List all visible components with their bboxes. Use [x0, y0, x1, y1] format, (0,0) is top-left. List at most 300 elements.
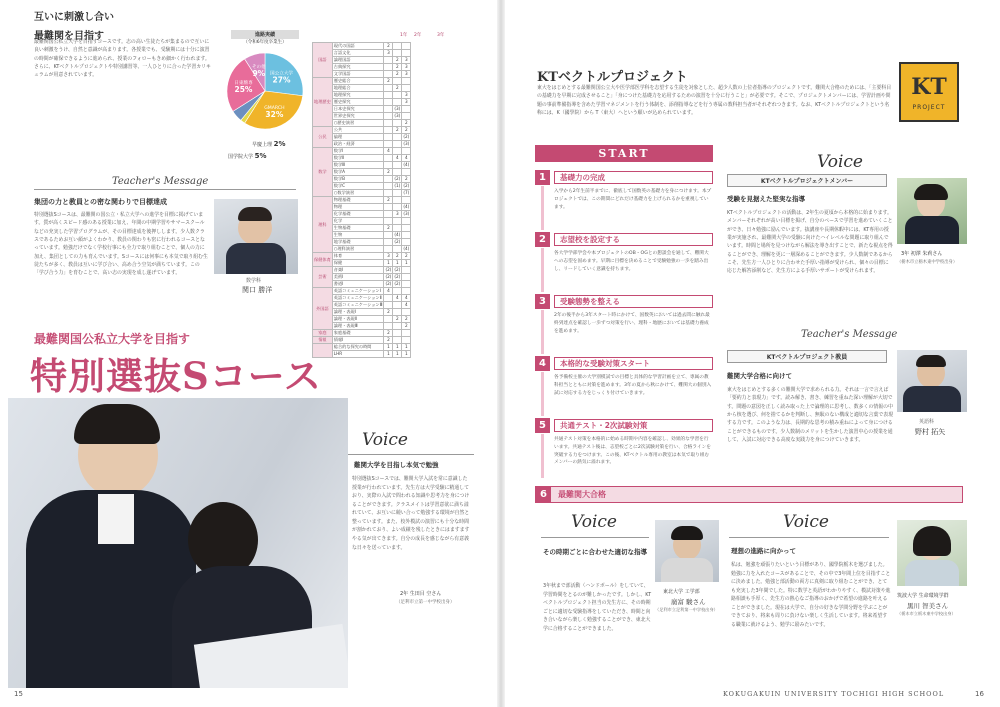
right-teacher-photo: [897, 350, 967, 412]
step-body: 各大学学部学会や本プロジェクトのOB・OGとの懇談会を通して、難関大への志望を固めます。早期に目標を決めることで受験勉強の一歩を踏み出し、リードしていく意識を持ちます。: [554, 251, 709, 272]
right-teacher-tag: Teacher's Message: [801, 329, 898, 340]
step-item: [535, 232, 713, 288]
curriculum-credit: 1: [393, 351, 402, 358]
pie-slice-label: 日東駒専: [234, 81, 253, 87]
curriculum-credit: 4: [393, 295, 402, 302]
curriculum-credit: (2): [403, 183, 410, 188]
header-year1: 1年: [400, 33, 408, 38]
curriculum-credit: [402, 337, 411, 344]
step-connector: [541, 310, 544, 354]
final-step-title: 最難関大合格: [558, 490, 606, 499]
curriculum-credit: [384, 113, 393, 120]
curriculum-credit: 2: [384, 78, 393, 85]
curriculum-credit: [384, 246, 393, 253]
step-connector: [541, 248, 544, 292]
curriculum-credit: [393, 218, 402, 225]
header-year3: 3年: [437, 33, 445, 38]
kt-logo: [899, 62, 959, 122]
kt-logo-text: KT: [911, 74, 947, 100]
curriculum-credit: 2: [393, 127, 402, 134]
curriculum-course-name: 数学C: [332, 183, 384, 190]
curriculum-credit: [393, 323, 402, 330]
curriculum-credit: [393, 120, 402, 127]
curriculum-credit: 3: [384, 253, 393, 260]
curriculum-course-name: LHR: [332, 351, 384, 358]
curriculum-credit: [384, 155, 393, 162]
curriculum-credit: [402, 288, 411, 295]
voice-a-title-text: その時期ごとに合わせた適切な指導: [543, 548, 647, 556]
curriculum-course-name: 家庭基礎: [332, 330, 384, 337]
curriculum-credit: [402, 239, 411, 246]
curriculum-credit: [384, 64, 393, 71]
pie-chart: [222, 48, 308, 134]
heading-line2: 最難関を目指す: [34, 31, 104, 42]
curriculum-course-name: 体育: [332, 253, 384, 260]
voice-a-title: [543, 546, 653, 558]
curriculum-credit: (3): [394, 106, 401, 111]
voice-a-name: 廣富 駿さん: [671, 598, 706, 606]
curriculum-credit: 2: [402, 120, 411, 127]
curriculum-credit: 2: [393, 85, 402, 92]
curriculum-subject: 国語: [313, 43, 333, 78]
curriculum-credit: [393, 50, 402, 57]
curriculum-subject: 芸術: [313, 267, 333, 288]
curriculum-credit: 1: [393, 344, 402, 351]
member-voice-body: KTベクトルプロジェクトの活動は、2年生の夏頃から本格的に始まります。メンバーそれぞれが高い目標を掲げ、自分のペースで学習を進めていくことができ、日々勉強に励んでいます。抜講座や長期休暇中には、KT専用の授業が実施され、最難関大学の受験に向けたハイレベルな問題に取り組んでいます。時間と場所を見つけながら解法を導き出すことで、新たな視点を得ることができ、理解を更に一層深めることができます。少人数制であるからこそ、先生方一人ひとりに合わせた手厚い指導が受けられ、個々の目標に応じた解答添削など、先生方による手厚いサポートが受けられます。: [727, 210, 893, 275]
step-item: [535, 294, 713, 350]
curriculum-course-name: 英語コミュニケーションⅢ: [333, 302, 383, 307]
curriculum-credit: [402, 267, 411, 274]
step-item: [535, 170, 713, 226]
step-body: 2年の後半から3年スタート時にかけて、国数英においては過去問に触れ最終到達点を確認し一歩ずつ対策を行い、理科・地歴においては基礎力養成を進めます。: [554, 313, 710, 334]
curriculum-credit: [384, 141, 393, 148]
curriculum-course-name: 論理・表現Ⅲ: [332, 323, 384, 330]
curriculum-credit: [393, 99, 402, 106]
curriculum-course-name: 数学B: [332, 176, 384, 183]
curriculum-credit: 2: [393, 57, 402, 64]
curriculum-credit: 4: [402, 295, 411, 302]
pie-label-soukei: 早慶上理 2%: [252, 140, 286, 148]
curriculum-row: [313, 337, 411, 344]
curriculum-credit: 1: [384, 260, 393, 267]
curriculum-credit: (3): [403, 211, 410, 216]
curriculum-course-name: 英語コミュニケーションⅡ: [332, 295, 384, 302]
step-body: 共通テスト対策を本格的に始める時期や内容を確認し、効果的な学習を行います。共通テスト後は、志望校ごとに2次試験対策を行い、合格ラインを突破する力をつけます。この後、KTベクトル専用の教室は本気で取り組むメンバーの熱気に溢れます。: [554, 437, 711, 466]
curriculum-credit: [402, 106, 411, 113]
voice-b-school: （栃木市立栃木東中学校出身）: [897, 611, 956, 616]
curriculum-course-name: 情報Ⅰ: [332, 337, 384, 344]
curriculum-credit: [393, 134, 402, 141]
curriculum-credit: 3: [402, 71, 411, 78]
curriculum-subject: 数学: [313, 148, 333, 197]
voice-a-body: 3年秋まで部活動（ハンドボール）をしていて、学習時間をとるのが難しかったです。しかし、KTベクトルプロジェクト担当の先生方に、その時期ごとに適切な受験指導をしていただき、時間と向き合いながら楽しく勉強することができ、東北大学に合格することができました。: [543, 583, 652, 632]
curriculum-credit: [384, 295, 393, 302]
curriculum-credit: 1: [402, 351, 411, 358]
curriculum-credit: 2: [384, 169, 393, 176]
curriculum-course-name: ○歴史演習: [332, 120, 384, 127]
curriculum-subject: 情報: [313, 337, 333, 344]
curriculum-grid: [312, 42, 411, 358]
voice-a-school: （足利市立足利第一中学校出身）: [655, 607, 718, 612]
curriculum-row: [313, 253, 411, 260]
curriculum-course-name: 音楽Ⅰ: [332, 267, 384, 274]
curriculum-credit: 3: [384, 50, 393, 57]
curriculum-course-name: 地理探究: [332, 92, 384, 99]
curriculum-credit: [384, 218, 393, 225]
pie-subtitle: （令和6年度卒業生）: [243, 40, 287, 45]
header-year2: 2年: [414, 33, 422, 38]
curriculum-course-name: 生物基礎: [332, 225, 384, 232]
curriculum-course-name: 数学Ⅱ: [332, 155, 384, 162]
member-voice-tag: Voice: [817, 152, 863, 172]
curriculum-credit: [393, 246, 402, 253]
pie-slice-value: 27%: [272, 75, 291, 85]
curriculum-course-name: 歴史総合: [332, 78, 384, 85]
curriculum-credit: [393, 92, 402, 99]
curriculum-credit: [384, 162, 393, 169]
curriculum-credit: (7): [403, 190, 410, 195]
voice-b-title: 理想の進路に向かって: [731, 547, 796, 555]
curriculum-credit: 2: [402, 176, 411, 183]
curriculum-course-name: 数学A: [332, 169, 384, 176]
step-item: [535, 356, 713, 412]
left-voice-tag: Voice: [362, 430, 408, 450]
curriculum-credit: [402, 85, 411, 92]
curriculum-course-name: 日本史探究: [332, 106, 384, 113]
step-number: 1: [535, 170, 550, 185]
curriculum-course-name: ○数学演習: [332, 190, 384, 197]
curriculum-credit: 2: [402, 253, 411, 260]
curriculum-course-name: 論理国語: [332, 57, 384, 64]
curriculum-credit: 2: [384, 309, 393, 316]
curriculum-credit: [384, 190, 393, 197]
curriculum-row: [313, 78, 411, 85]
curriculum-credit: (4): [403, 246, 410, 251]
voice-a-univ: 東北大学 工学部: [663, 589, 700, 595]
curriculum-credit: [384, 316, 393, 323]
curriculum-credit: [402, 169, 411, 176]
curriculum-credit: 2: [384, 43, 393, 50]
pie-slice-value: 9%: [252, 68, 266, 78]
step-title: 本格的な受験対策スタート: [554, 357, 713, 370]
step-body: 入学から2年生前半までに、徹底して国数英の基礎力を身につけます。本プロジェクトでは、この期間にどれだけ基礎力を上げられるかを重視しています。: [554, 189, 712, 210]
pie-slice-label: GMARCH: [264, 105, 285, 111]
curriculum-course-name: 地学基礎: [332, 239, 384, 246]
right-page-number: 16: [975, 690, 984, 698]
voice-b-divider: [729, 537, 889, 538]
curriculum-course-name: ○理科演習: [332, 246, 384, 253]
curriculum-course-name: 総合的な探究の時間: [332, 344, 384, 351]
curriculum-credit: 2: [393, 64, 402, 71]
curriculum-row: [313, 288, 411, 295]
curriculum-credit: [402, 218, 411, 225]
curriculum-credit: 4: [384, 288, 393, 295]
curriculum-credit: 2: [402, 323, 411, 330]
pie-slice-value: 25%: [234, 85, 253, 95]
curriculum-credit: [384, 85, 393, 92]
curriculum-course-name: 物理: [332, 204, 384, 211]
curriculum-row: [313, 197, 411, 204]
curriculum-course-name: 化学基礎: [332, 211, 384, 218]
curriculum-course-name: 美術Ⅰ: [332, 274, 384, 281]
curriculum-credit: [393, 162, 402, 169]
step-body: 各予備校主催の大学別模試での目標と具体的な学習計画を立て、専属の教科担当とともに対策を進めます。3年の夏から秋にかけて、難関大の個別入試に対応する力をじっくり付けていきます。: [554, 375, 712, 396]
right-teacher-role: 英語科: [919, 419, 935, 425]
curriculum-course-name: 古典探究: [332, 64, 384, 71]
member-voice-school: （栃木市立栃木東中学校出身）: [897, 260, 958, 265]
left-heading: [34, 8, 214, 42]
pie-slice-value: 32%: [265, 109, 284, 119]
step-item: [535, 418, 713, 474]
students-photo: [8, 398, 348, 688]
curriculum-credit: 2: [384, 330, 393, 337]
curriculum-credit: [384, 57, 393, 64]
curriculum-course-name: 地理総合: [332, 85, 384, 92]
curriculum-credit: (3): [394, 113, 401, 118]
curriculum-credit: [393, 141, 402, 148]
curriculum-course-name: 言語文化: [332, 50, 384, 57]
curriculum-credit: [393, 288, 402, 295]
curriculum-credit: [393, 43, 402, 50]
curriculum-row: [313, 267, 411, 274]
curriculum-credit: 2: [393, 71, 402, 78]
curriculum-credit: 4: [393, 155, 402, 162]
curriculum-course-name: 歴史探究: [332, 99, 384, 106]
curriculum-credit: [402, 197, 411, 204]
curriculum-credit: [393, 197, 402, 204]
left-page-number: 15: [14, 690, 23, 698]
curriculum-credit: [393, 204, 402, 211]
curriculum-credit: [393, 190, 402, 197]
curriculum-course-name: 論理・表現Ⅰ: [332, 309, 384, 316]
voice-b-body: 私は、勉強を頑張りたいという目標があり、國學院栃木を選びました。勉強に力を入れたコースがあることで、その中で3年間上位を目指すことに決めました。勉強と部活動の両方に真剣に取り組むことができ、とても充実した3年間でした。特に数学と英語がわかりやすく、模試対策や進路相談も手厚く、先生方の熱心なご指導のおかげで希望の進路を叶えることができました。現在は大学で、自分の好きな学問分野を学ぶことができており、将来も周りに負けない楽しく生活しています。将来希望する職業に就けるよう、勉学に励みたいです。: [731, 562, 891, 629]
kt-logo-project: PROJECT: [912, 104, 946, 111]
curriculum-credit: [402, 309, 411, 316]
right-page: [505, 0, 1000, 707]
pie-chart-block: [222, 28, 308, 168]
curriculum-credit: 1: [393, 260, 402, 267]
curriculum-credit: [384, 92, 393, 99]
curriculum-credit: (3): [403, 141, 410, 146]
member-voice-label: KTベクトルプロジェクトメンバー: [727, 174, 887, 187]
pie-slice-label: その他: [251, 64, 266, 70]
voice-a-tag: Voice: [571, 512, 617, 532]
member-voice-student: 3年 初澤 朱莉さん: [901, 251, 943, 257]
curriculum-credit: [402, 330, 411, 337]
step-connector: [541, 434, 544, 478]
curriculum-credit: [393, 309, 402, 316]
left-teacher-name: 関口 勝洋: [242, 286, 273, 294]
voice-b-photo: [897, 520, 967, 586]
step-connector: [541, 186, 544, 230]
curriculum-credit: [393, 337, 402, 344]
curriculum-credit: [402, 225, 411, 232]
curriculum-credit: [402, 148, 411, 155]
curriculum-credit: 4: [402, 302, 411, 309]
curriculum-credit: [393, 302, 402, 309]
heading-line1: 互いに刺激し合い: [34, 12, 114, 23]
curriculum-credit: 1: [384, 351, 393, 358]
curriculum-credit: [402, 113, 411, 120]
curriculum-credit: [402, 274, 411, 281]
step-title: 基礎力の完成: [554, 171, 713, 184]
curriculum-credit: 4: [384, 148, 393, 155]
curriculum-course-name: 英語コミュニケーションⅠ: [332, 288, 384, 295]
curriculum-subject: 家庭: [313, 330, 333, 337]
pie-label-kokugakuin: 国学院大学 5%: [228, 152, 267, 160]
curriculum-credit: (2): [394, 239, 401, 244]
voice-b-name: 黒川 智美さん: [907, 602, 949, 610]
curriculum-credit: (2): [385, 274, 392, 279]
left-teacher-title: 集団の力と教員との密な関わりで目標達成: [34, 198, 167, 206]
curriculum-credit: 3: [393, 211, 402, 218]
curriculum-credit: (2): [394, 281, 401, 286]
left-voice-student: 2年 生田目 空さん: [400, 591, 442, 597]
curriculum-credit: [384, 176, 393, 183]
step-title: 受験態勢を整える: [554, 295, 713, 308]
curriculum-credit: (1): [394, 183, 401, 188]
step-number: 2: [535, 232, 550, 247]
curriculum-credit: 1: [402, 260, 411, 267]
left-teacher-role: 数学科: [246, 278, 262, 284]
step-number: 3: [535, 294, 550, 309]
curriculum-credit: 3: [402, 57, 411, 64]
curriculum-credit: 4: [402, 155, 411, 162]
left-voice-school: （足利市立第一中学校出身）: [396, 600, 455, 605]
curriculum-credit: (2): [394, 267, 401, 272]
curriculum-subject: 地理歴史: [313, 78, 333, 127]
curriculum-credit: [402, 232, 411, 239]
curriculum-credit: [384, 204, 393, 211]
left-teacher-tag: Teacher's Message: [112, 176, 209, 187]
right-teacher-label: KTベクトルプロジェクト教員: [727, 350, 887, 363]
curriculum-subject: 外国語: [313, 288, 333, 330]
curriculum-row: [313, 344, 411, 351]
curriculum-course-name: 書道Ⅰ: [332, 281, 384, 288]
curriculum-course-name: 数学Ⅲ: [332, 162, 384, 169]
curriculum-credit: 3: [402, 99, 411, 106]
curriculum-row: [313, 127, 411, 134]
curriculum-credit: 2: [393, 316, 402, 323]
curriculum-credit: [384, 134, 393, 141]
left-teacher-photo: [214, 199, 298, 274]
curriculum-credit: [384, 99, 393, 106]
curriculum-credit: [393, 330, 402, 337]
curriculum-table: [312, 33, 464, 358]
curriculum-credit: (2): [385, 267, 392, 272]
curriculum-row: [313, 330, 411, 337]
curriculum-course-name: 世界史探究: [332, 113, 384, 120]
step-title: 志望校を設定する: [554, 233, 713, 246]
curriculum-credit: [384, 323, 393, 330]
final-step-number: 6: [536, 487, 551, 502]
curriculum-credit: 2: [402, 127, 411, 134]
curriculum-course-name: 生物: [332, 232, 384, 239]
right-teacher-title: 難関大学合格に向けて: [727, 372, 792, 380]
curriculum-row: [313, 148, 411, 155]
curriculum-course-name: 化学: [332, 218, 384, 225]
curriculum-course-name: 数学Ⅰ: [332, 148, 384, 155]
curriculum-credit: [402, 78, 411, 85]
curriculum-credit: [402, 43, 411, 50]
curriculum-credit: 2: [384, 337, 393, 344]
left-teacher-body: 特別選抜Sコースは、最難関の国公立・私立大学への進学を目標に掲げています。質が高くスピード感のある授業に加え、年間の中期学習やサマースクールなどの充実した学習プログラムが、その目標達成を後押しします。少人数クラスであるためお互い顔がよくわかり、教員の関わりも密に行われるコースとなっています。勉強だけでなく学校行事にも全力で取り組むことで、個人の力に加え、集団としての力も育んでいます。Sコースには何事にも本気で取り組む生徒たちが多く、教員は互いに学び合い、高め合う空気が満ちています。この「学び合う力」を育むことで、高い志の実現を成し遂げています。: [34, 212, 208, 277]
curriculum-credit: 2: [384, 197, 393, 204]
curriculum-credit: 3: [402, 64, 411, 71]
curriculum-credit: [393, 169, 402, 176]
final-step: [535, 486, 963, 503]
curriculum-credit: (2): [403, 134, 410, 139]
left-intro: 最難関国公私立大学を目指すコースです。志の高い生徒たちが集まるので互いに良い刺激をうけ、自然と意識が高まります。各授業でも、受験期には十分に演習の時間が確保できるように進められ、授業のフォローもきめ細かく行われます。さらに、KTベクトルプロジェクトや特別講習等、一人ひとりに合った学習カリキュラムが用意されています。: [34, 39, 211, 79]
curriculum-credit: [393, 78, 402, 85]
curriculum-credit: [384, 106, 393, 113]
curriculum-credit: (2): [394, 176, 401, 181]
curriculum-credit: 1: [384, 344, 393, 351]
curriculum-credit: [384, 71, 393, 78]
curriculum-subject: 保健体育: [313, 253, 333, 267]
curriculum-credit: [384, 127, 393, 134]
curriculum-credit: [384, 232, 393, 239]
left-voice-title: 難関大学を目指し本気で勉強: [354, 461, 439, 469]
curriculum-credit: [384, 239, 393, 246]
curriculum-credit: [384, 183, 393, 190]
voice-a-photo: [655, 520, 719, 582]
curriculum-credit: [402, 281, 411, 288]
curriculum-course-name: 文学国語: [332, 71, 384, 78]
left-voice-divider: [348, 454, 474, 455]
start-bar: START: [535, 145, 713, 162]
curriculum-course-name: 保健: [332, 260, 384, 267]
curriculum-subject: 理科: [313, 197, 333, 253]
voice-a-divider: [541, 537, 649, 538]
curriculum-credit: [384, 211, 393, 218]
curriculum-credit: 2: [393, 253, 402, 260]
curriculum-credit: [402, 50, 411, 57]
step-number: 4: [535, 356, 550, 371]
curriculum-credit: 2: [402, 316, 411, 323]
curriculum-subject: 公民: [313, 127, 333, 148]
voice-b-tag: Voice: [783, 512, 829, 532]
left-teacher-divider: [34, 189, 296, 190]
step-connector: [541, 372, 544, 416]
curriculum-credit: [393, 225, 402, 232]
curriculum-course-name: 物理基礎: [332, 197, 384, 204]
curriculum-credit: [393, 148, 402, 155]
curriculum-course-name: 現代の国語: [332, 43, 384, 50]
right-teacher-name: 野村 拓矢: [915, 428, 946, 436]
curriculum-course-name: 論理・表現Ⅱ: [332, 316, 384, 323]
kt-intro: 東大をはじめとする最難関国公立大や医学部医学科を志望する生徒を対象とした、超少人数の上位者指導のプロジェクトです。難関大合格のためには、「主要科目の基礎力を早期に完成させること」「身につけた基礎力を応用するための演習を十分に行うこと」が必要です。そこで、プロジェクトメンバーには、学習計画や問題の事前準備指導を含めた学習マネジメントを行う体制を、添削指導などを行う専属の教科担当者がそれぞれつきます。なお、KTベクトルプロジェクトという名称には、K（國學院）から T（東大）へという願いが込められています。: [537, 85, 892, 116]
curriculum-credit: [384, 302, 393, 309]
curriculum-credit: (2): [385, 281, 392, 286]
curriculum-credit: (4): [403, 204, 410, 209]
curriculum-course-name: 倫理: [332, 134, 384, 141]
right-footer: KOKUGAKUIN UNIVERSITY TOCHIGI HIGH SCHOOL: [723, 690, 945, 698]
kt-title: KTベクトルプロジェクト: [537, 70, 688, 85]
course-title: 特別選抜Sコース: [30, 354, 322, 398]
step-title: 共通テスト・2次試験対策: [554, 419, 713, 432]
pie-title: 進路実績: [231, 30, 299, 39]
spread-gutter: [497, 0, 505, 707]
curriculum-row: [313, 43, 411, 50]
step-number: 5: [535, 418, 550, 433]
voice-b-univ: 筑波大学 生命環境学群: [897, 593, 949, 599]
curriculum-credit: (2): [394, 274, 401, 279]
right-teacher-body: 東大をはじめとする多くの難関大学で求められる力。それは一言で言えば「要約力と表現力」です。読み解き、書き、練習を重ねた深い理解が大切です。問題の意図を正しく読み取った上で論理的に思考し、数多くの情報の中から核を選び、何を捨てるかを判断し、無駄のない構成と適切な言葉で表現する力です。このような力は、長期的な思考の積み重ねによって身につけることができるものです。少人数制のメリットを生かした演習中心の授業を通して、入試に対応できる高度な実践力を身につけていきます。: [727, 387, 894, 443]
left-voice-body: 特別選抜Sコースでは、難関大学入試を常に意識した授業が行われています。先生方は大学受験に精通しており、実際の入試で問われる知識や思考力を身につけることができます。クラスメイトは学習意欲に満ち溢れていて、お互いに競い合って勉強する環境が自然と整っています。また、校外模試の演習にも十分な時間が割かれており、よい成績を残したときにはますますやる気が出てきます。自分の成長を感じながら有意義な日々を送っています。: [352, 476, 470, 551]
course-subheading: 最難関国公私立大学を目指す: [34, 332, 191, 346]
curriculum-credit: 1: [402, 344, 411, 351]
